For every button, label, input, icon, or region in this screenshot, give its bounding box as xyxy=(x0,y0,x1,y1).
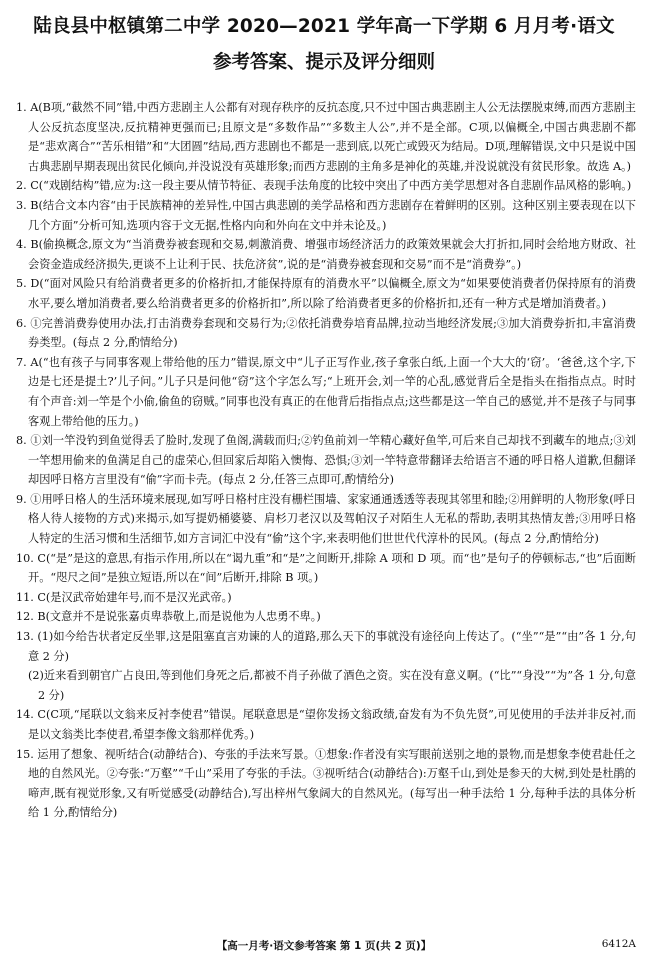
answer-item-2: 2. C(“戏剧结构”错,应为:这一段主要从情节特征、表现手法角度的比较中突出了中西方美学思想对各自悲剧作品风格的影响。) xyxy=(16,179,632,193)
answer-item-13-2: (2)近来看到朝官广占良田,等到他们身死之后,都被不肖子孙做了酒色之资。实在没有意义啊。(“比”“身没”“为”各 1 分,句意 2 分) xyxy=(28,669,636,702)
answer-item-7: 7. A(“也有孩子与同事客观上带给他的压力”错误,原文中“儿子正写作业,孩子拿张白纸,上面一个大大的‘窃’。‘爸爸,这个字,下边是七还是提土?’儿子问。”儿子只是问他“窃”这个字怎么写;“上班开会,刘一竿的心乱,感觉背后全是指头在指指点点。时时有个声音:刘一竿是个小偷,偷鱼的窃贼。”同事也没有真正的在他背后指指点点;这些都是这一竿自己的感觉,并不是孩子与同事客观上带给他的压力。) xyxy=(16,355,636,428)
page-subtitle: 参考答案、提示及评分细则 xyxy=(212,52,435,73)
footer-code: 6412A xyxy=(601,938,636,950)
answer-item-5: 5. D(“面对风险只有给消费者更多的价格折扣,才能保持原有的消费水平”以偏概全,原文为“如果要使消费者仍保持原有的消费水平,要么增加消费者,要么给消费者更多的价格折扣”,所以除了给消费者更多的价格折扣,还有一种方式是增加消费者。) xyxy=(16,277,636,310)
answer-item-10: 10. C(“是”是这的意思,有指示作用,所以在“谒九重”和“是”之间断开,排除 A 项和 D 项。而“也”是句子的停顿标志,“也”后面断开。“咫尺之间”是独立短语,所以在“间”后断开,排除 B 项。) xyxy=(16,551,636,585)
answer-item-1: 1. A(B项,“截然不同”错,中西方悲剧主人公都有对现存秩序的反抗态度,只不过中国古典悲剧主人公无法摆脱束缚,而西方悲剧主人公反抗态度坚决,反抗精神更强而已;且原文是“多数作品”“多数主人公”,并不是全部。C项,以偏概全,中国古典悲剧不都是“悲欢离合”“苦乐相错”和“大团圆”结局,西方悲剧也不都是一悲到底,以死亡或毁灭为结局。D项,理解错误,文中只是说中国古典悲剧早期表现出贫民化倾向,并没说没有英雄形象;而西方悲剧的主角多是神化的英雄,并没说就没有贫民形象。故选 A。) xyxy=(16,101,636,173)
answer-item-11: 11. C(是汉武帝始建年号,而不是汉光武帝。) xyxy=(16,590,232,604)
answer-item-14: 14. C(C项,“尾联以文翁来反衬李使君”错误。尾联意思是“望你发扬文翁政绩,奋发有为不负先贤”,可见使用的手法并非反衬,而是以文翁类比李使君,希望李像文翁那样优秀。) xyxy=(16,708,636,741)
answer-item-4: 4. B(偷换概念,原文为“当消费券被套现和交易,刺激消费、增强市场经济活力的政策效果就会大打折扣,同时会给地方财政、社会资金造成经济损失,更谈不上让利于民、扶危济贫”,说的是“消费券被套现和交易”而不是“消费券”。) xyxy=(16,238,636,271)
answer-item-6: 6. ①完善消费券使用办法,打击消费券套现和交易行为;②依托消费券培育品牌,拉动当地经济发展;③加大消费券折扣,丰富消费券类型。(每点 2 分,酌情给分) xyxy=(16,316,636,350)
answer-item-3: 3. B(结合文本内容“由于民族精神的差异性,中国古典悲剧的美学品格和西方悲剧存在着鲜明的区别。这种区别主要表现在以下几个方面”分析可知,选项内容于文无据,性格内向和外向在文中并未论及。) xyxy=(16,198,636,232)
page-footer xyxy=(0,938,648,956)
page-title: 陆良县中枢镇第二中学 2020—2021 学年高一下学期 6 月月考·语文 xyxy=(33,16,615,37)
answer-item-9: 9. ①用呼日格人的生活环境来展现,如写呼日格村庄没有栅栏围墙、家家通通透透等表现其邻里和睦;②用鲜明的人物形象(呼日格人待人接物的方式)来揭示,如写提奶桶婆婆、肩杉刀老汉以及驾帕汉子对陌生人无私的帮助,表明其热情友善;③用呼日格人特定的生活习惯和生活细节,如方言词汇中没有“偷”这个字,来表明他们世世代代淳朴的民风。(每点 2 分,酌情给分) xyxy=(16,492,636,546)
answer-list xyxy=(16,98,636,823)
answer-item-12: 12. B(文意并不是说张嘉贞卑恭敬上,而是说他为人忠勇不卑。) xyxy=(16,610,321,624)
answer-item-15: 15. 运用了想象、视听结合(动静结合)、夸张的手法来写景。①想象:作者没有实写眼前送别之地的景物,而是想象李使君赴任之地的自然风光。②夸张:“万壑”“千山”采用了夸张的手法。③视听结合(动静结合):万壑千山,到处是参天的大树,到处是杜鹃的啼声,既有视觉形象,又有听觉感受(动静结合),写出梓州气象阔大的自然风光。(每写出一种手法给 1 分,每种手法的具体分析给 1 分,酌情给分) xyxy=(16,747,636,820)
answer-item-13-1: 13. (1)如今给告状者定反坐罪,这是阻塞直言劝谏的人的道路,那么天下的事就没有途径向上传达了。(“坐”“是”“由”各 1 分,句意 2 分) xyxy=(16,630,636,663)
footer-page-info: 【高一月考·语文参考答案 第 1 页(共 2 页)】 xyxy=(216,940,432,952)
answer-item-8: 8. ①刘一竿没钓到鱼觉得丢了脸时,发现了鱼阁,满载而归;②钓鱼前刘一竿精心藏好鱼竿,可后来自己却找不到藏车的地点;③刘一竿想用偷来的鱼满足自己的虚荣心,但回家后却陷入懊悔、恐惧;③刘一竿特意带翻译去给语言不通的呼日格人道歉,但翻译却因呼日格方言里没有“偷”字而卡壳。(每点 2 分,任答三点即可,酌情给分) xyxy=(16,434,636,487)
